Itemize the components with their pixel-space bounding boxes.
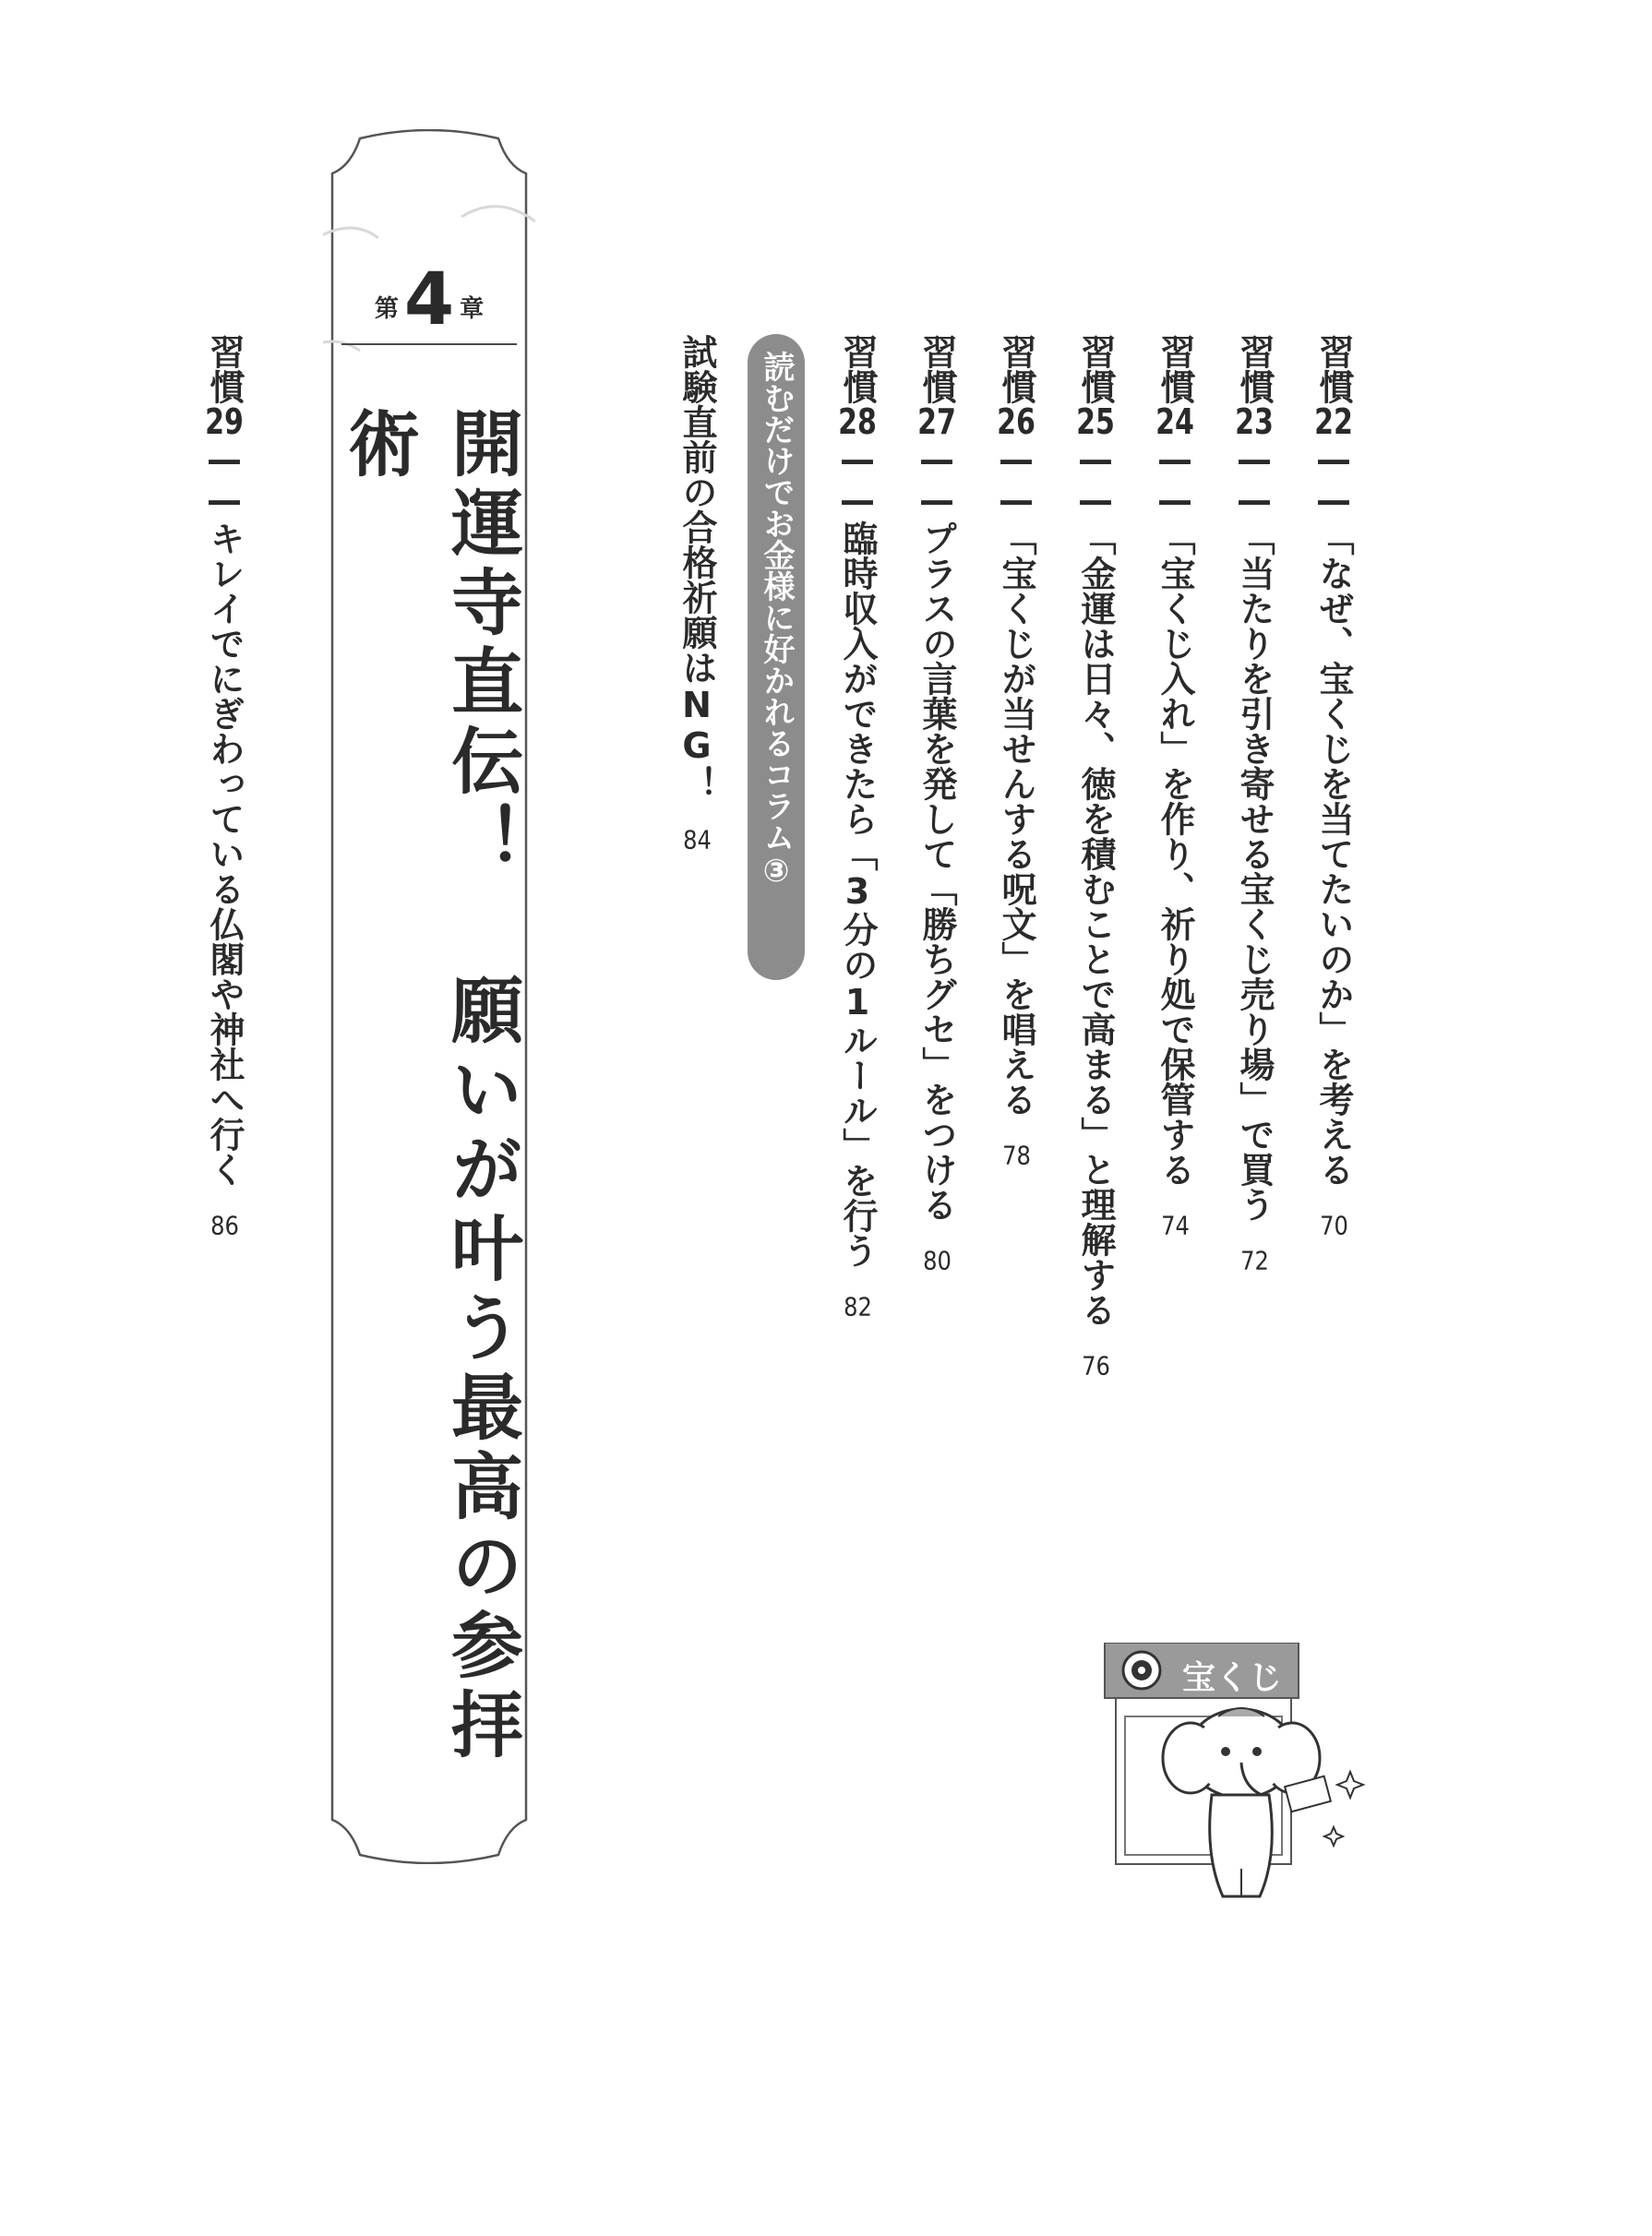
dash: ——	[1313, 439, 1354, 520]
toc-entry-22[interactable]	[1305, 334, 1362, 1626]
habit-number: 28	[838, 404, 877, 439]
dash: ——	[204, 439, 245, 520]
page-number: 86	[210, 1213, 239, 1238]
habit-label: 習慣	[916, 334, 957, 404]
toc-entry-28[interactable]	[829, 334, 886, 1626]
habit-number: 27	[917, 404, 956, 439]
chapter-prefix: 第	[374, 294, 399, 323]
habit-number: 24	[1155, 404, 1194, 439]
chapter-suffix: 章	[460, 294, 485, 323]
chapter-title: 開運寺直伝！ 願いが叶う最高の参拝術	[336, 406, 522, 1766]
chapter-frame	[323, 129, 535, 1864]
habit-label: 習慣	[1075, 334, 1116, 404]
page-number: 76	[1082, 1353, 1110, 1379]
toc-entry-25[interactable]	[1067, 334, 1124, 1589]
habit-number: 26	[997, 404, 1035, 439]
toc-entry-24[interactable]	[1146, 334, 1203, 1626]
habit-label: 習慣	[1155, 334, 1195, 404]
habit-title: 「宝くじが当せんする呪文」を唱える	[996, 520, 1036, 1117]
habit-label: 習慣	[996, 334, 1036, 404]
dash: ——	[837, 439, 878, 520]
toc-entry-26[interactable]	[988, 334, 1045, 1626]
dash: ——	[996, 439, 1036, 520]
habit-label: 習慣	[1234, 334, 1275, 404]
habit-title: 「なぜ、宝くじを当てたいのか」を考える	[1313, 520, 1354, 1187]
habit-number: 29	[205, 404, 244, 439]
habit-label: 習慣	[204, 334, 245, 404]
column-badge[interactable]	[748, 334, 805, 980]
habit-label: 習慣	[837, 334, 878, 404]
dash: ——	[1234, 439, 1275, 520]
page-number: 74	[1161, 1213, 1190, 1238]
chapter-number-label	[323, 258, 535, 341]
habit-title: 「宝くじ入れ」を作り、祈り処で保管する	[1155, 520, 1195, 1187]
habit-number: 23	[1235, 404, 1274, 439]
dash: ——	[1075, 439, 1116, 520]
page-number: 78	[1002, 1142, 1031, 1168]
page-number: 80	[923, 1248, 952, 1273]
toc-entry-23[interactable]	[1226, 334, 1283, 1626]
habit-title: 「当たりを引き寄せる宝くじ売り場」で買う	[1234, 520, 1275, 1222]
chapter-number: 4	[403, 258, 455, 341]
dash: ——	[1155, 439, 1195, 520]
lottery-sign-text: 宝くじ	[1182, 1659, 1283, 1697]
elephant-mascot-illustration	[1103, 1643, 1398, 1910]
column-label: 読むだけでお金様に好かれるコラム③	[758, 351, 795, 890]
toc-entry-29[interactable]	[196, 334, 253, 1626]
habit-label: 習慣	[1313, 334, 1354, 404]
habit-title: 「金運は日々、徳を積むことで高まる」と理解する	[1075, 520, 1116, 1327]
toc-entry-exam[interactable]	[668, 334, 725, 1626]
page-number: 84	[683, 827, 712, 853]
page-number: 70	[1320, 1213, 1348, 1238]
habit-number: 25	[1076, 404, 1115, 439]
page-number: 82	[844, 1294, 872, 1320]
toc-entry-27[interactable]	[908, 334, 965, 1626]
chapter-divider	[341, 343, 517, 345]
page-number: 72	[1240, 1248, 1269, 1273]
dash: ——	[916, 439, 957, 520]
exam-title: 試験直前の合格祈願はNG！	[676, 334, 717, 801]
habit-number: 22	[1314, 404, 1353, 439]
habit-title: キレイでにぎわっている仏閣や神社へ行く	[204, 520, 245, 1187]
habit-title: プラスの言葉を発して「勝ちグセ」をつける	[916, 520, 957, 1222]
habit-title: 臨時収入ができたら「3分の1ルール」を行う	[837, 520, 878, 1268]
